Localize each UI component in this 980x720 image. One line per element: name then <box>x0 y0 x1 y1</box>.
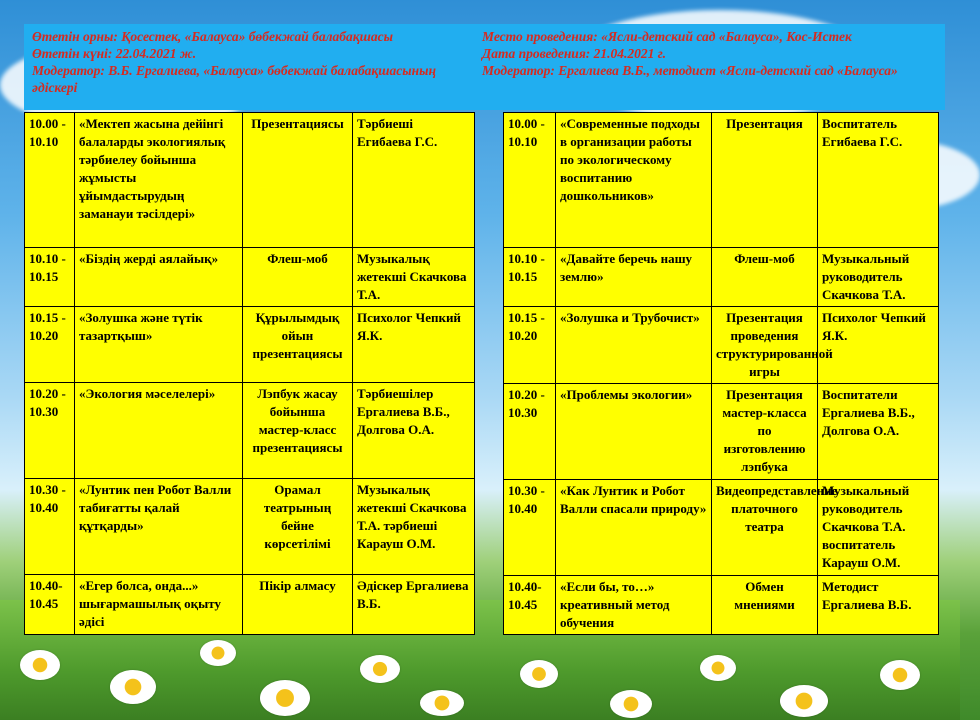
table-row <box>25 248 475 307</box>
table-row <box>504 248 939 307</box>
place-text: Место проведения: «Ясли-детский сад «Балауса», Кос-Истек <box>482 29 852 44</box>
daisy-flower <box>200 640 236 666</box>
date-text: Дата проведения: 21.04.2021 г. <box>482 46 666 61</box>
time-cell: 10.20 - 10.30 <box>25 383 75 479</box>
daisy-flower <box>520 660 558 688</box>
table-row <box>504 480 939 576</box>
format-cell: Презентация <box>712 113 818 248</box>
moderator-text: Модератор: В.Б. Ергалиева, «Балауса» бөбекжай балабақшасының әдіскері <box>32 63 436 95</box>
schedule-table-kazakh <box>24 112 475 635</box>
table-row <box>25 479 475 575</box>
format-cell: Обмен мнениями <box>712 576 818 635</box>
person-cell: Воспитатель Егибаева Г.С. <box>818 113 939 248</box>
person-cell: Музыкалық жетекші Скачкова Т.А. тәрбиеші Карауш О.М. <box>353 479 475 575</box>
format-cell: Пікір алмасу <box>243 575 353 635</box>
moderator-text: Модератор: Ергалиева В.Б., методист «Ясли-детский сад «Балауса» <box>482 63 898 78</box>
person-cell: Музыкальный руководитель Скачкова Т.А. воспитатель Карауш О.М. <box>818 480 939 576</box>
topic-cell: «Современные подходы в организации работы по экологическому воспитанию дошкольников» <box>556 113 712 248</box>
topic-cell: «Проблемы экологии» <box>556 384 712 480</box>
person-cell: Методист Ергалиева В.Б. <box>818 576 939 635</box>
topic-cell: «Егер болса, онда...» шығармашылық оқыту әдісі <box>75 575 243 635</box>
format-cell: Флеш-моб <box>712 248 818 307</box>
daisy-flower <box>110 670 156 704</box>
time-cell: 10.30 - 10.40 <box>25 479 75 575</box>
format-cell: Флеш-моб <box>243 248 353 307</box>
format-cell: Құрылымдық ойын презентациясы <box>243 307 353 383</box>
daisy-flower <box>880 660 920 690</box>
table-row <box>504 576 939 635</box>
daisy-flower <box>700 655 736 681</box>
topic-cell: «Как Лунтик и Робот Валли спасали природу» <box>556 480 712 576</box>
time-cell: 10.40- 10.45 <box>504 576 556 635</box>
daisy-flower <box>420 690 464 716</box>
time-cell: 10.10 - 10.15 <box>25 248 75 307</box>
topic-cell: «Если бы, то…» креативный метод обучения <box>556 576 712 635</box>
table-row <box>25 113 475 248</box>
table-row <box>25 307 475 383</box>
topic-cell: «Біздің жерді аялайық» <box>75 248 243 307</box>
person-cell: Тәрбиешілер Ергалиева В.Б., Долгова О.А. <box>353 383 475 479</box>
format-cell: Презентация проведения структурированной игры <box>712 307 818 384</box>
topic-cell: «Лунтик пен Робот Валли табиғатты қалай құтқарды» <box>75 479 243 575</box>
event-header <box>24 24 945 110</box>
topic-cell: «Давайте беречь нашу землю» <box>556 248 712 307</box>
daisy-flower <box>20 650 60 680</box>
daisy-flower <box>780 685 828 717</box>
table-row <box>25 575 475 635</box>
header-kazakh <box>32 28 477 96</box>
time-cell: 10.00 - 10.10 <box>504 113 556 248</box>
topic-cell: «Экология мәселелері» <box>75 383 243 479</box>
daisy-flower <box>260 680 310 716</box>
table-row <box>504 113 939 248</box>
person-cell: Музыкальный руководитель Скачкова Т.А. <box>818 248 939 307</box>
table-row <box>504 384 939 480</box>
person-cell: Әдіскер Ергалиева В.Б. <box>353 575 475 635</box>
time-cell: 10.15 - 10.20 <box>25 307 75 383</box>
format-cell: Лэпбук жасау бойынша мастер-класс презентациясы <box>243 383 353 479</box>
schedule-table-russian <box>503 112 939 635</box>
table-row <box>504 307 939 384</box>
time-cell: 10.00 - 10.10 <box>25 113 75 248</box>
topic-cell: «Мектеп жасына дейінгі балаларды экологиялық тәрбиелеу бойынша жұмысты ұйымдастырудың заманауи тәсілдері» <box>75 113 243 248</box>
daisy-flower <box>610 690 652 718</box>
person-cell: Психолог Чепкий Я.К. <box>353 307 475 383</box>
header-russian <box>482 28 937 79</box>
time-cell: 10.20 - 10.30 <box>504 384 556 480</box>
person-cell: Психолог Чепкий Я.К. <box>818 307 939 384</box>
format-cell: Презентация мастер-класса по изготовлению лэпбука <box>712 384 818 480</box>
person-cell: Воспитатели Ергалиева В.Б., Долгова О.А. <box>818 384 939 480</box>
format-cell: Презентациясы <box>243 113 353 248</box>
format-cell: Орамал театрының бейне көрсетілімі <box>243 479 353 575</box>
topic-cell: «Золушка және түтік тазартқыш» <box>75 307 243 383</box>
time-cell: 10.15 - 10.20 <box>504 307 556 384</box>
format-cell: Видеопредставление платочного театра <box>712 480 818 576</box>
time-cell: 10.10 - 10.15 <box>504 248 556 307</box>
date-text: Өтетін күні: 22.04.2021 ж. <box>32 46 197 61</box>
person-cell: Тәрбиеші Егибаева Г.С. <box>353 113 475 248</box>
time-cell: 10.40- 10.45 <box>25 575 75 635</box>
place-text: Өтетін орны: Қосестек, «Балауса» бөбекжай балабақшасы <box>32 29 393 44</box>
topic-cell: «Золушка и Трубочист» <box>556 307 712 384</box>
table-row <box>25 383 475 479</box>
person-cell: Музыкалық жетекші Скачкова Т.А. <box>353 248 475 307</box>
time-cell: 10.30 - 10.40 <box>504 480 556 576</box>
daisy-flower <box>360 655 400 683</box>
